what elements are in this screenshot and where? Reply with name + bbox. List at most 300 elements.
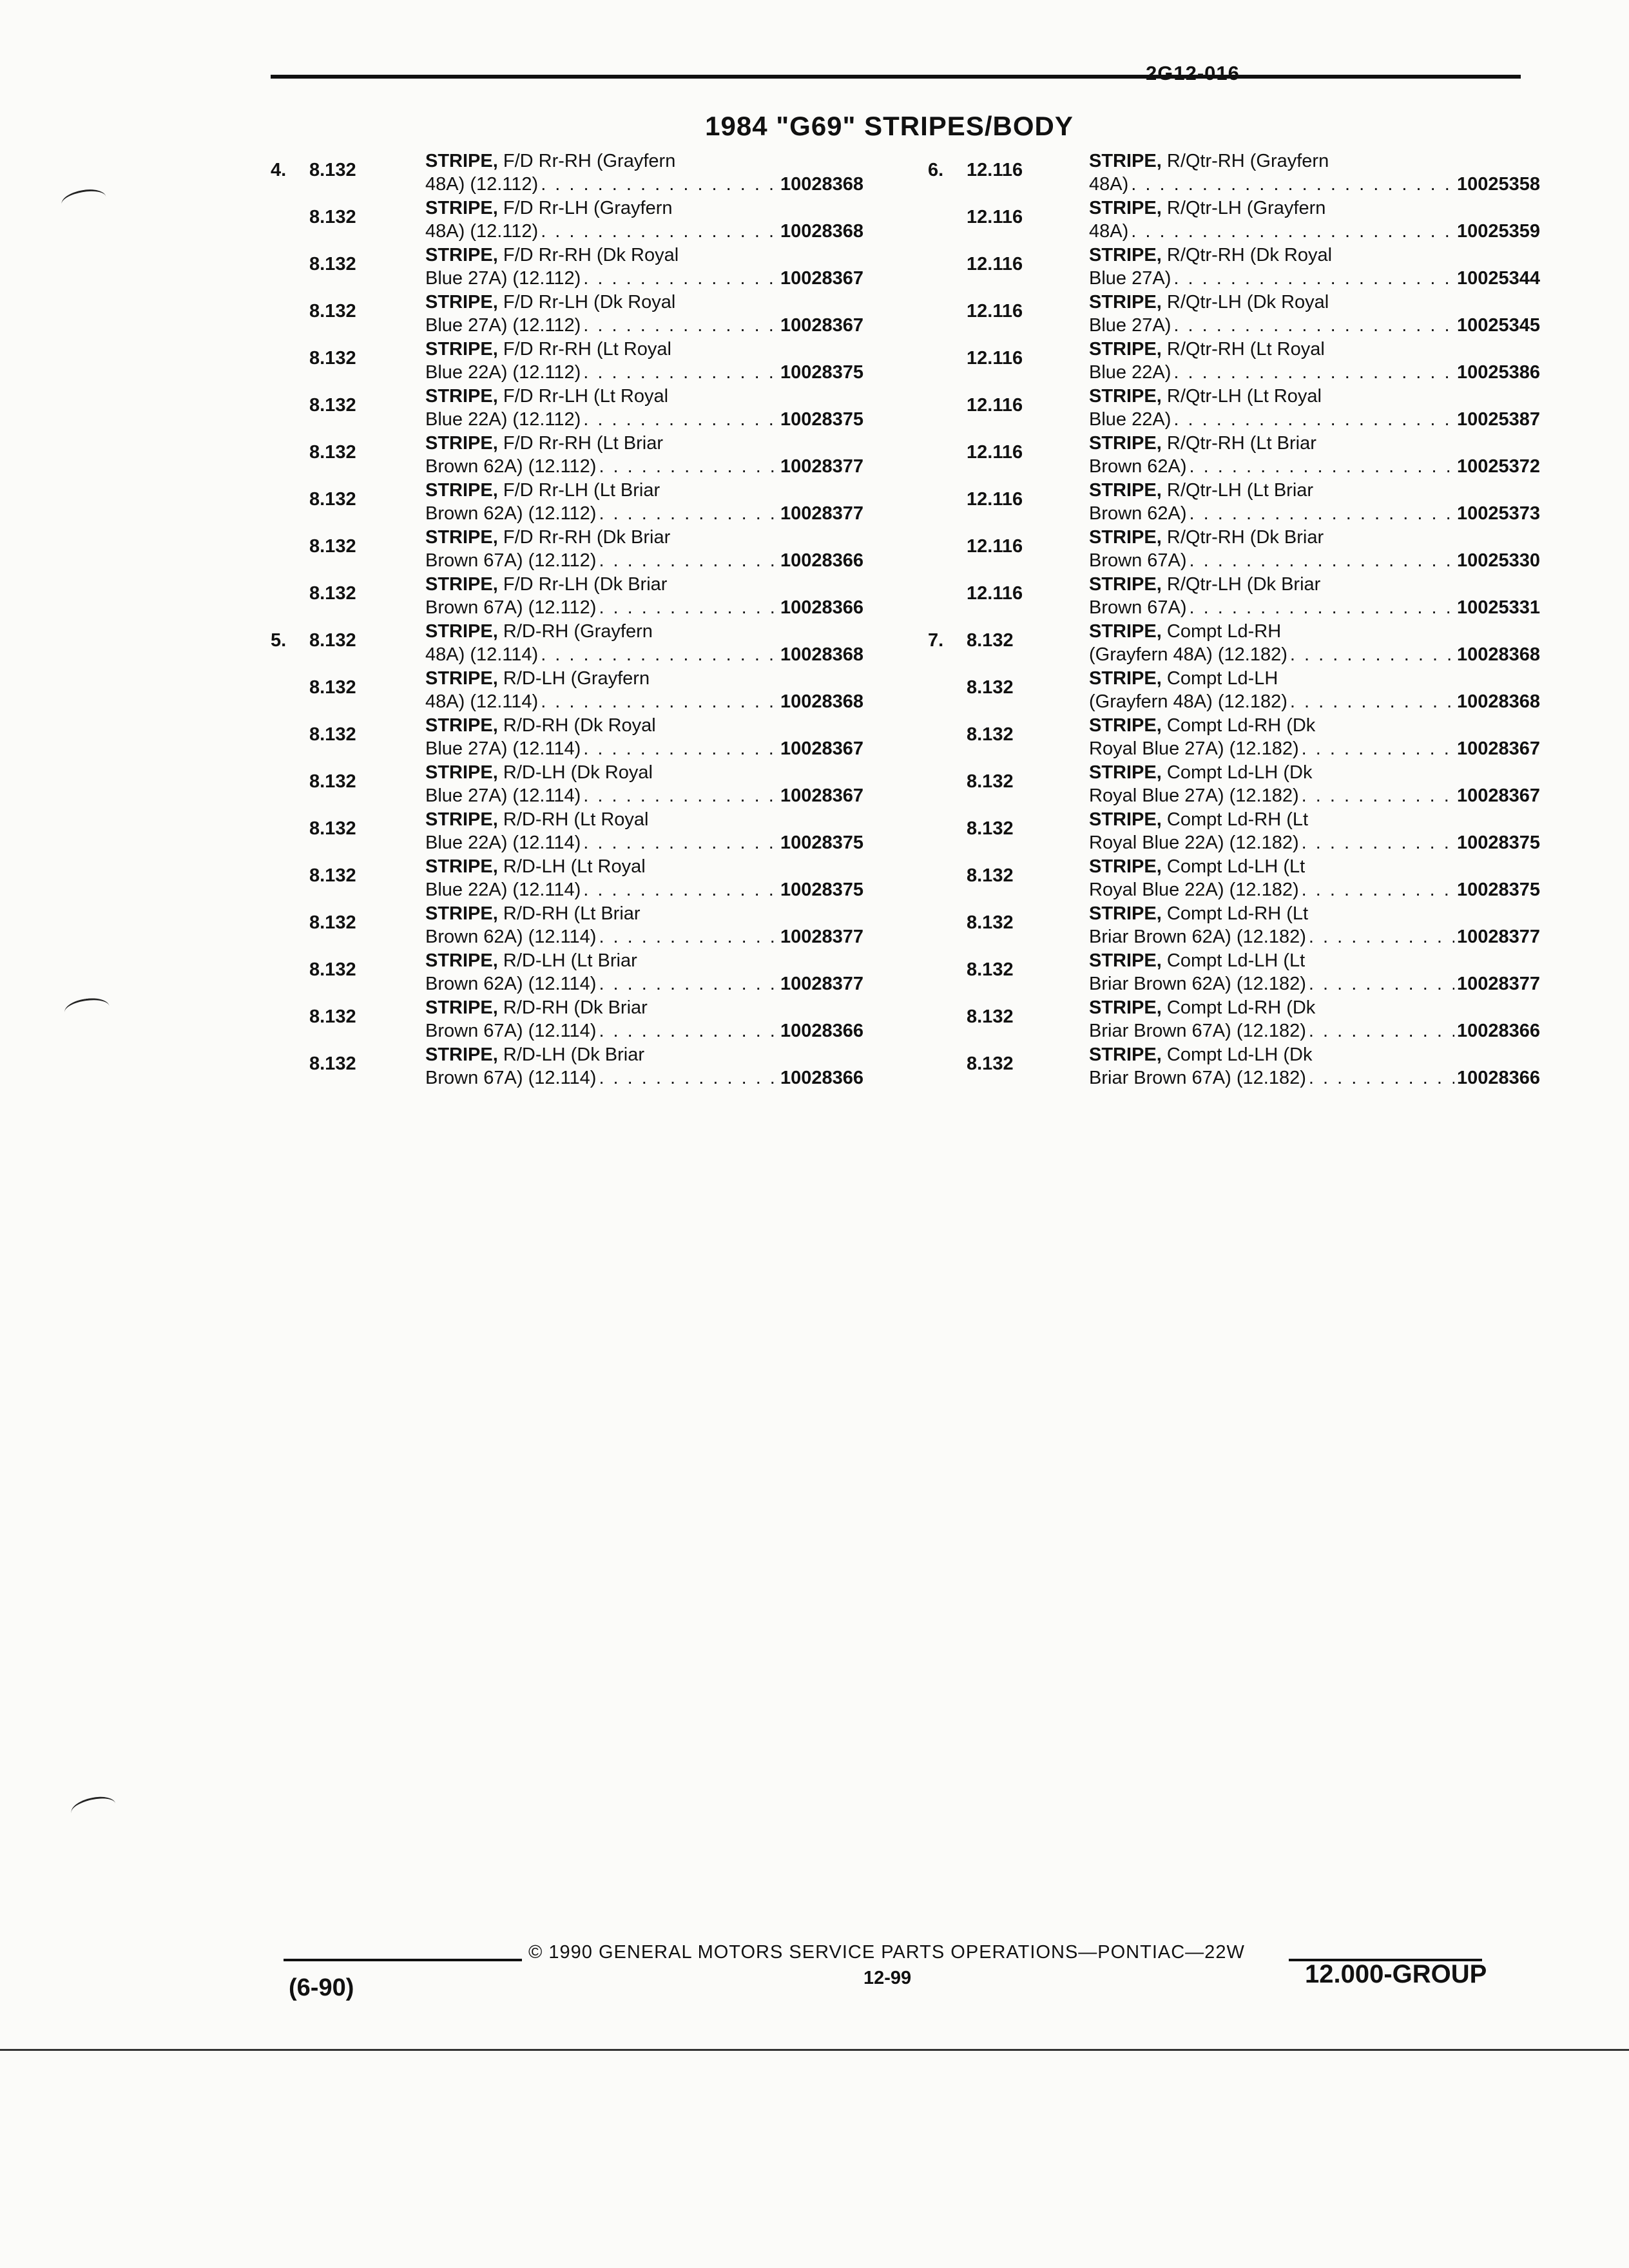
part-keyword: STRIPE,: [425, 668, 498, 689]
part-description-line2: Royal Blue 22A) (12.182): [1089, 879, 1299, 900]
leader-dots: [1309, 925, 1454, 948]
part-description-line1: F/D Rr-RH (Grayfern: [503, 151, 676, 171]
part-description-line2: 48A): [1089, 221, 1129, 242]
leader-dots: [599, 925, 778, 948]
part-description: [1089, 1043, 1540, 1090]
part-entry: [928, 855, 1540, 902]
leader-dots: [1173, 361, 1454, 384]
part-entry: [928, 244, 1540, 291]
parts-list-left: [271, 149, 863, 1090]
part-entry: [271, 526, 863, 573]
part-description-line2: Royal Blue 27A) (12.182): [1089, 738, 1299, 759]
illustration-ref: 8.132: [309, 395, 356, 416]
part-description-line2: Brown 67A): [1089, 597, 1187, 618]
parts-list-right: [928, 149, 1540, 1090]
part-description-line1: R/D-LH (Lt Briar: [503, 950, 637, 971]
part-description: [1089, 385, 1540, 431]
part-description: [425, 902, 863, 948]
part-description-line1: R/D-RH (Lt Briar: [503, 903, 641, 924]
part-number: 10028366: [780, 550, 863, 571]
leader-dots: [1190, 596, 1454, 619]
part-description-line2: Royal Blue 22A) (12.182): [1089, 832, 1299, 853]
part-keyword: STRIPE,: [1089, 574, 1162, 595]
part-description-line1: Compt Ld-RH (Lt: [1166, 903, 1309, 924]
illustration-ref: 12.116: [967, 348, 1023, 369]
part-description: [1089, 244, 1540, 290]
leader-dots: [583, 408, 778, 431]
part-keyword: STRIPE,: [425, 903, 498, 924]
part-description-line2: Brown 67A) (12.112): [425, 597, 597, 618]
part-keyword: STRIPE,: [1089, 339, 1162, 360]
illustration-ref: 12.116: [967, 395, 1023, 416]
copyright-notice: © 1990 GENERAL MOTORS SERVICE PARTS OPERATIONS—PONTIAC—22W: [528, 1942, 1245, 1963]
leader-dots: [599, 1019, 778, 1043]
part-number: 10025359: [1456, 221, 1540, 242]
part-description-line1: Compt Ld-LH (Lt: [1166, 950, 1306, 971]
illustration-ref: 8.132: [967, 818, 1014, 839]
part-number: 10025386: [1456, 362, 1540, 383]
part-entry: [271, 291, 863, 338]
leader-dots: [1302, 831, 1454, 854]
part-description-line1: F/D Rr-RH (Dk Royal: [503, 245, 679, 265]
part-entry: [271, 385, 863, 432]
part-number: 10025330: [1456, 550, 1540, 571]
part-number: 10028368: [1456, 644, 1540, 665]
part-number: 10028367: [780, 738, 863, 759]
part-keyword: STRIPE,: [425, 950, 498, 971]
part-number: 10028368: [780, 174, 863, 195]
illustration-ref: 8.132: [309, 677, 356, 698]
part-description-line1: F/D Rr-LH (Grayfern: [503, 198, 673, 218]
leader-dots: [583, 831, 778, 854]
leader-dots: [583, 737, 778, 760]
part-keyword: STRIPE,: [425, 433, 498, 454]
illustration-ref: 12.116: [967, 301, 1023, 322]
part-description-line2: Royal Blue 27A) (12.182): [1089, 785, 1299, 806]
part-description-line1: Compt Ld-LH (Dk: [1166, 1044, 1313, 1065]
part-description: [425, 149, 863, 196]
part-description-line2: Blue 27A) (12.114): [425, 785, 581, 806]
item-number: 4.: [271, 160, 287, 180]
part-number: 10028375: [1456, 879, 1540, 900]
part-description: [425, 197, 863, 243]
part-number: 10028377: [780, 456, 863, 477]
part-entry: [271, 197, 863, 244]
part-description-line1: R/Qtr-RH (Grayfern: [1166, 151, 1329, 171]
illustration-ref: 8.132: [309, 865, 356, 886]
group-code: 12.000-GROUP: [1305, 1960, 1487, 1988]
part-description: [1089, 338, 1540, 384]
part-number: 10025345: [1456, 315, 1540, 336]
part-description-line2: Brown 62A) (12.112): [425, 503, 597, 524]
bottom-rule: [0, 2049, 1629, 2051]
part-description-line1: R/Qtr-RH (Dk Royal: [1166, 245, 1333, 265]
leader-dots: [1173, 267, 1454, 290]
item-number: 6.: [928, 160, 944, 180]
part-description-line1: R/Qtr-RH (Lt Royal: [1166, 339, 1325, 360]
part-entry: [271, 667, 863, 714]
part-entry: [928, 949, 1540, 996]
part-description-line1: R/Qtr-LH (Dk Briar: [1166, 574, 1321, 595]
part-entry: [271, 244, 863, 291]
part-description-line1: F/D Rr-RH (Lt Briar: [503, 433, 663, 454]
part-number: 10028366: [780, 1021, 863, 1041]
revision-date: (6-90): [289, 1974, 354, 2001]
illustration-ref: 8.132: [309, 583, 356, 604]
part-description-line1: R/Qtr-LH (Grayfern: [1166, 198, 1326, 218]
part-description-line2: Briar Brown 67A) (12.182): [1089, 1021, 1306, 1041]
part-description: [1089, 714, 1540, 760]
illustration-ref: 8.132: [309, 301, 356, 322]
leader-dots: [1309, 1019, 1454, 1043]
leader-dots: [1309, 972, 1454, 995]
part-number: 10028366: [780, 1068, 863, 1088]
part-description-line1: R/D-RH (Lt Royal: [503, 809, 649, 830]
part-entry: [928, 385, 1540, 432]
part-keyword: STRIPE,: [425, 762, 498, 783]
page-title: 1984 "G69" STRIPES/BODY: [705, 111, 1074, 141]
leader-dots: [583, 314, 778, 337]
part-number: 10028367: [1456, 738, 1540, 759]
part-number: 10028377: [780, 974, 863, 994]
scan-mark: [60, 186, 108, 215]
part-keyword: STRIPE,: [1089, 809, 1162, 830]
illustration-ref: 8.132: [309, 818, 356, 839]
leader-dots: [541, 220, 778, 243]
part-entry: [271, 573, 863, 620]
part-keyword: STRIPE,: [425, 621, 498, 642]
part-description-line1: R/D-RH (Dk Royal: [503, 715, 656, 736]
part-description: [1089, 197, 1540, 243]
illustration-ref: 8.132: [967, 677, 1014, 698]
part-description-line2: Blue 27A) (12.114): [425, 738, 581, 759]
leader-dots: [599, 596, 778, 619]
page-number: 12-99: [863, 1968, 912, 1988]
part-description-line1: R/D-LH (Grayfern: [503, 668, 650, 689]
illustration-ref: 12.116: [967, 160, 1023, 180]
part-description: [425, 996, 863, 1043]
part-entry: [928, 291, 1540, 338]
part-description-line2: Blue 22A) (12.114): [425, 832, 581, 853]
leader-dots: [541, 690, 778, 713]
leader-dots: [1131, 173, 1454, 196]
part-entry: [928, 620, 1540, 667]
part-keyword: STRIPE,: [1089, 621, 1162, 642]
part-number: 10028368: [780, 691, 863, 712]
part-description: [1089, 855, 1540, 901]
part-description-line1: R/Qtr-RH (Dk Briar: [1166, 527, 1324, 548]
page-code: 2G12-016: [1146, 62, 1240, 84]
part-description: [1089, 996, 1540, 1043]
part-number: 10028368: [780, 221, 863, 242]
part-entry: [271, 479, 863, 526]
leader-dots: [1131, 220, 1454, 243]
part-entry: [271, 338, 863, 385]
part-description: [1089, 149, 1540, 196]
part-keyword: STRIPE,: [1089, 856, 1162, 877]
part-keyword: STRIPE,: [1089, 997, 1162, 1018]
illustration-ref: 8.132: [309, 489, 356, 510]
leader-dots: [1173, 408, 1454, 431]
leader-dots: [599, 455, 778, 478]
part-description-line2: Brown 62A): [1089, 456, 1187, 477]
part-description-line2: Blue 22A) (12.112): [425, 409, 581, 430]
part-description: [425, 526, 863, 572]
part-description-line1: Compt Ld-RH (Lt: [1166, 809, 1309, 830]
part-description: [425, 1043, 863, 1090]
part-description: [425, 291, 863, 337]
illustration-ref: 12.116: [967, 207, 1023, 227]
part-description: [425, 432, 863, 478]
part-description-line2: Briar Brown 67A) (12.182): [1089, 1068, 1306, 1088]
part-description: [1089, 526, 1540, 572]
part-number: 10028367: [780, 315, 863, 336]
leader-dots: [1190, 549, 1454, 572]
part-description: [425, 620, 863, 666]
part-description-line2: Blue 27A) (12.112): [425, 268, 581, 289]
part-description-line1: R/D-RH (Grayfern: [503, 621, 653, 642]
part-description: [425, 338, 863, 384]
leader-dots: [583, 267, 778, 290]
illustration-ref: 8.132: [967, 630, 1014, 651]
part-keyword: STRIPE,: [1089, 386, 1162, 407]
illustration-ref: 8.132: [967, 865, 1014, 886]
part-description: [1089, 808, 1540, 854]
part-description-line1: Compt Ld-RH (Dk: [1166, 715, 1316, 736]
illustration-ref: 8.132: [309, 630, 356, 651]
part-entry: [928, 432, 1540, 479]
illustration-ref: 12.116: [967, 254, 1023, 274]
part-description: [425, 855, 863, 901]
part-number: 10028377: [780, 503, 863, 524]
item-number: 7.: [928, 630, 944, 651]
part-description-line2: 48A) (12.114): [425, 644, 539, 665]
part-keyword: STRIPE,: [1089, 527, 1162, 548]
part-description: [425, 385, 863, 431]
part-description-line2: Briar Brown 62A) (12.182): [1089, 927, 1306, 947]
part-keyword: STRIPE,: [1089, 198, 1162, 218]
part-keyword: STRIPE,: [1089, 950, 1162, 971]
part-keyword: STRIPE,: [425, 386, 498, 407]
illustration-ref: 12.116: [967, 489, 1023, 510]
part-keyword: STRIPE,: [425, 1044, 498, 1065]
part-entry: [928, 808, 1540, 855]
leader-dots: [541, 643, 778, 666]
part-keyword: STRIPE,: [1089, 715, 1162, 736]
part-number: 10025331: [1456, 597, 1540, 618]
part-number: 10028375: [780, 879, 863, 900]
illustration-ref: 8.132: [967, 959, 1014, 980]
part-description-line1: F/D Rr-LH (Lt Briar: [503, 480, 660, 501]
part-keyword: STRIPE,: [425, 527, 498, 548]
part-description-line2: (Grayfern 48A) (12.182): [1089, 644, 1287, 665]
part-entry: [271, 761, 863, 808]
part-description-line2: Blue 22A) (12.114): [425, 879, 581, 900]
part-keyword: STRIPE,: [1089, 668, 1162, 689]
part-description: [1089, 949, 1540, 995]
illustration-ref: 8.132: [309, 1006, 356, 1027]
illustration-ref: 12.116: [967, 442, 1023, 463]
part-description: [1089, 620, 1540, 666]
part-description-line2: Briar Brown 62A) (12.182): [1089, 974, 1306, 994]
part-keyword: STRIPE,: [1089, 480, 1162, 501]
part-keyword: STRIPE,: [425, 997, 498, 1018]
illustration-ref: 8.132: [309, 442, 356, 463]
part-description: [1089, 432, 1540, 478]
part-description-line2: Brown 62A): [1089, 503, 1187, 524]
part-description-line2: Blue 27A): [1089, 315, 1171, 336]
part-description: [425, 573, 863, 619]
leader-dots: [1302, 878, 1454, 901]
part-entry: [928, 667, 1540, 714]
part-description-line1: Compt Ld-LH (Lt: [1166, 856, 1306, 877]
leader-dots: [583, 361, 778, 384]
part-entry: [271, 949, 863, 996]
part-keyword: STRIPE,: [425, 292, 498, 312]
illustration-ref: 8.132: [309, 254, 356, 274]
part-entry: [928, 1043, 1540, 1090]
illustration-ref: 8.132: [309, 959, 356, 980]
part-description-line2: (Grayfern 48A) (12.182): [1089, 691, 1287, 712]
part-description: [1089, 291, 1540, 337]
part-keyword: STRIPE,: [425, 715, 498, 736]
part-keyword: STRIPE,: [1089, 903, 1162, 924]
part-description-line1: R/D-LH (Dk Royal: [503, 762, 653, 783]
part-number: 10025373: [1456, 503, 1540, 524]
part-description-line2: 48A): [1089, 174, 1129, 195]
part-keyword: STRIPE,: [425, 574, 498, 595]
part-entry: [928, 996, 1540, 1043]
leader-dots: [583, 784, 778, 807]
part-description-line1: R/Qtr-LH (Lt Briar: [1166, 480, 1314, 501]
part-description: [425, 761, 863, 807]
part-number: 10028368: [780, 644, 863, 665]
part-description-line1: F/D Rr-RH (Dk Briar: [503, 527, 671, 548]
part-description-line2: Blue 22A): [1089, 362, 1171, 383]
part-entry: [928, 338, 1540, 385]
part-description-line2: 48A) (12.112): [425, 221, 539, 242]
part-keyword: STRIPE,: [1089, 151, 1162, 171]
part-description-line1: R/D-LH (Lt Royal: [503, 856, 646, 877]
part-description-line2: Blue 27A): [1089, 268, 1171, 289]
leader-dots: [1309, 1066, 1454, 1090]
part-description: [425, 479, 863, 525]
part-description: [425, 667, 863, 713]
leader-dots: [1302, 784, 1454, 807]
part-description-line1: F/D Rr-LH (Dk Royal: [503, 292, 676, 312]
part-keyword: STRIPE,: [425, 339, 498, 360]
part-entry: [928, 714, 1540, 761]
leader-dots: [599, 502, 778, 525]
illustration-ref: 8.132: [309, 912, 356, 933]
part-description-line1: Compt Ld-RH (Dk: [1166, 997, 1316, 1018]
part-number: 10028375: [780, 832, 863, 853]
illustration-ref: 8.132: [967, 1006, 1014, 1027]
part-keyword: STRIPE,: [1089, 292, 1162, 312]
scan-mark: [63, 995, 111, 1023]
part-entry: [271, 902, 863, 949]
part-number: 10028377: [1456, 974, 1540, 994]
leader-dots: [1190, 455, 1454, 478]
part-description-line1: Compt Ld-LH: [1166, 668, 1278, 689]
part-number: 10025387: [1456, 409, 1540, 430]
part-description-line1: Compt Ld-LH (Dk: [1166, 762, 1313, 783]
part-description: [425, 244, 863, 290]
part-description-line2: 48A) (12.112): [425, 174, 539, 195]
part-keyword: STRIPE,: [425, 151, 498, 171]
part-description: [425, 714, 863, 760]
part-keyword: STRIPE,: [1089, 245, 1162, 265]
illustration-ref: 8.132: [309, 160, 356, 180]
scan-mark: [69, 1793, 117, 1823]
part-number: 10028366: [1456, 1021, 1540, 1041]
part-number: 10028375: [780, 362, 863, 383]
part-description-line1: Compt Ld-RH: [1166, 621, 1282, 642]
part-entry: [928, 526, 1540, 573]
illustration-ref: 8.132: [309, 207, 356, 227]
leader-dots: [1290, 643, 1454, 666]
illustration-ref: 8.132: [309, 348, 356, 369]
part-entry: [271, 620, 863, 667]
part-number: 10025344: [1456, 268, 1540, 289]
part-entry: [271, 855, 863, 902]
part-entry: [271, 714, 863, 761]
part-number: 10028367: [780, 785, 863, 806]
part-description-line2: Blue 27A) (12.112): [425, 315, 581, 336]
part-entry: [271, 996, 863, 1043]
part-entry: [271, 808, 863, 855]
illustration-ref: 12.116: [967, 536, 1023, 557]
leader-dots: [1290, 690, 1454, 713]
leader-dots: [599, 549, 778, 572]
part-description-line1: F/D Rr-LH (Dk Briar: [503, 574, 668, 595]
part-number: 10028367: [1456, 785, 1540, 806]
part-keyword: STRIPE,: [425, 856, 498, 877]
part-description-line1: R/D-RH (Dk Briar: [503, 997, 648, 1018]
part-keyword: STRIPE,: [1089, 433, 1162, 454]
header-rule: [271, 75, 1521, 79]
part-entry: [928, 197, 1540, 244]
illustration-ref: 12.116: [967, 583, 1023, 604]
part-keyword: STRIPE,: [425, 809, 498, 830]
part-description-line2: Brown 62A) (12.114): [425, 927, 597, 947]
part-description-line2: Brown 67A) (12.112): [425, 550, 597, 571]
leader-dots: [1302, 737, 1454, 760]
item-number: 5.: [271, 630, 287, 651]
part-description-line2: Brown 62A) (12.112): [425, 456, 597, 477]
part-keyword: STRIPE,: [425, 198, 498, 218]
part-entry: [271, 149, 863, 197]
footer-rule-left: [284, 1959, 522, 1961]
part-description: [1089, 573, 1540, 619]
part-description: [425, 949, 863, 995]
part-number: 10025372: [1456, 456, 1540, 477]
part-description-line2: Brown 62A) (12.114): [425, 974, 597, 994]
part-number: 10028366: [780, 597, 863, 618]
part-keyword: STRIPE,: [425, 245, 498, 265]
part-description-line1: R/Qtr-RH (Lt Briar: [1166, 433, 1316, 454]
part-description-line1: R/Qtr-LH (Dk Royal: [1166, 292, 1329, 312]
part-description: [1089, 479, 1540, 525]
part-entry: [271, 432, 863, 479]
part-description-line1: F/D Rr-LH (Lt Royal: [503, 386, 669, 407]
part-number: 10028377: [1456, 927, 1540, 947]
part-entry: [928, 902, 1540, 949]
part-description-line2: Brown 67A): [1089, 550, 1187, 571]
part-description: [1089, 667, 1540, 713]
part-number: 10025358: [1456, 174, 1540, 195]
illustration-ref: 8.132: [309, 724, 356, 745]
